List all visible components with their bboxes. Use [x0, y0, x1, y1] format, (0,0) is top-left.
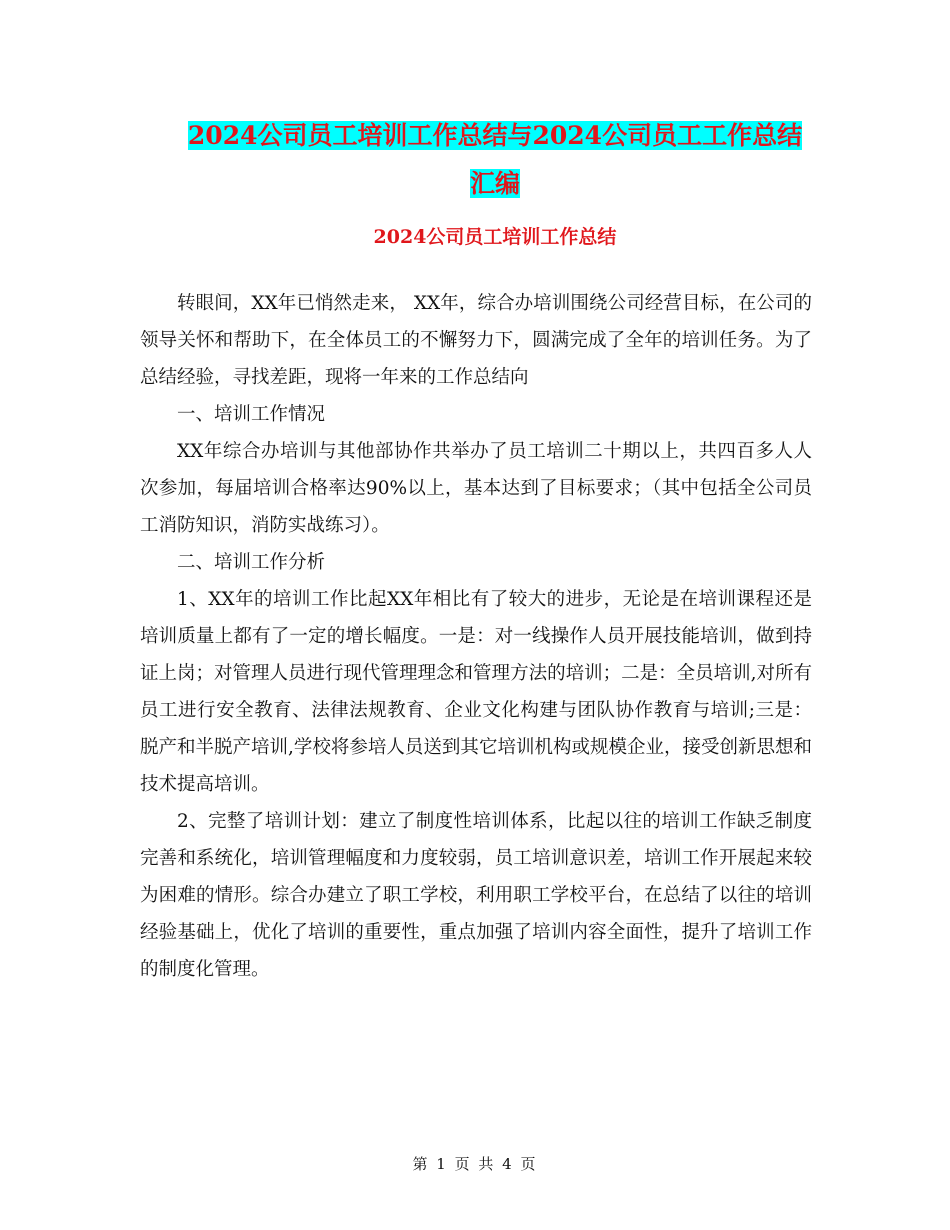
- document-body: [140, 285, 812, 988]
- heading-training-analysis: 二、培训工作分析: [177, 552, 326, 573]
- page-footer: 第 1 页 共 4 页: [412, 1155, 538, 1173]
- main-title-line1: 2024公司员工培训工作总结与2024公司员工工作总结: [187, 121, 803, 150]
- heading-training-status: 一、培训工作情况: [177, 404, 326, 425]
- paragraph-analysis-2: 2、完整了培训计划：建立了制度性培训体系，比起以往的培训工作缺乏制度完善和系统化，培训管理幅度和力度较弱，员工培训意识差，培训工作开展起来较为困难的情形。综合办建立了职工学校，利用职工学校平台，在总结了以往的培训经验基础上，优化了培训的重要性，重点加强了培训内容全面性，提升了培训工作的制度化管理。: [140, 811, 812, 980]
- main-title-line2: 汇编: [469, 169, 520, 198]
- section-title: 2024公司员工培训工作总结: [373, 226, 617, 248]
- paragraph-analysis-1: 1、XX年的培训工作比起XX年相比有了较大的进步，无论是在培训课程还是培训质量上都有了一定的增长幅度。一是：对一线操作人员开展技能培训，做到持证上岗；对管理人员进行现代管理理念和管理方法的培训；二是：全员培训,对所有员工进行安全教育、法律法规教育、企业文化构建与团队协作教育与培训;三是：脱产和半脱产培训,学校将参培人员送到其它培训机构或规模企业，接受创新思想和技术提高培训。: [140, 589, 812, 795]
- paragraph-intro: 转眼间，XX年已悄然走来， XX年，综合办培训围绕公司经营目标，在公司的领导关怀和帮助下，在全体员工的不懈努力下，圆满完成了全年的培训任务。为了总结经验，寻找差距，现将一年来的工作总结向: [140, 293, 812, 388]
- main-title: [140, 112, 850, 208]
- paragraph-training-status: XX年综合办培训与其他部协作共举办了员工培训二十期以上，共四百多人人次参加，每届培训合格率达90%以上，基本达到了目标要求；（其中包括全公司员工消防知识，消防实战练习）。: [140, 441, 812, 536]
